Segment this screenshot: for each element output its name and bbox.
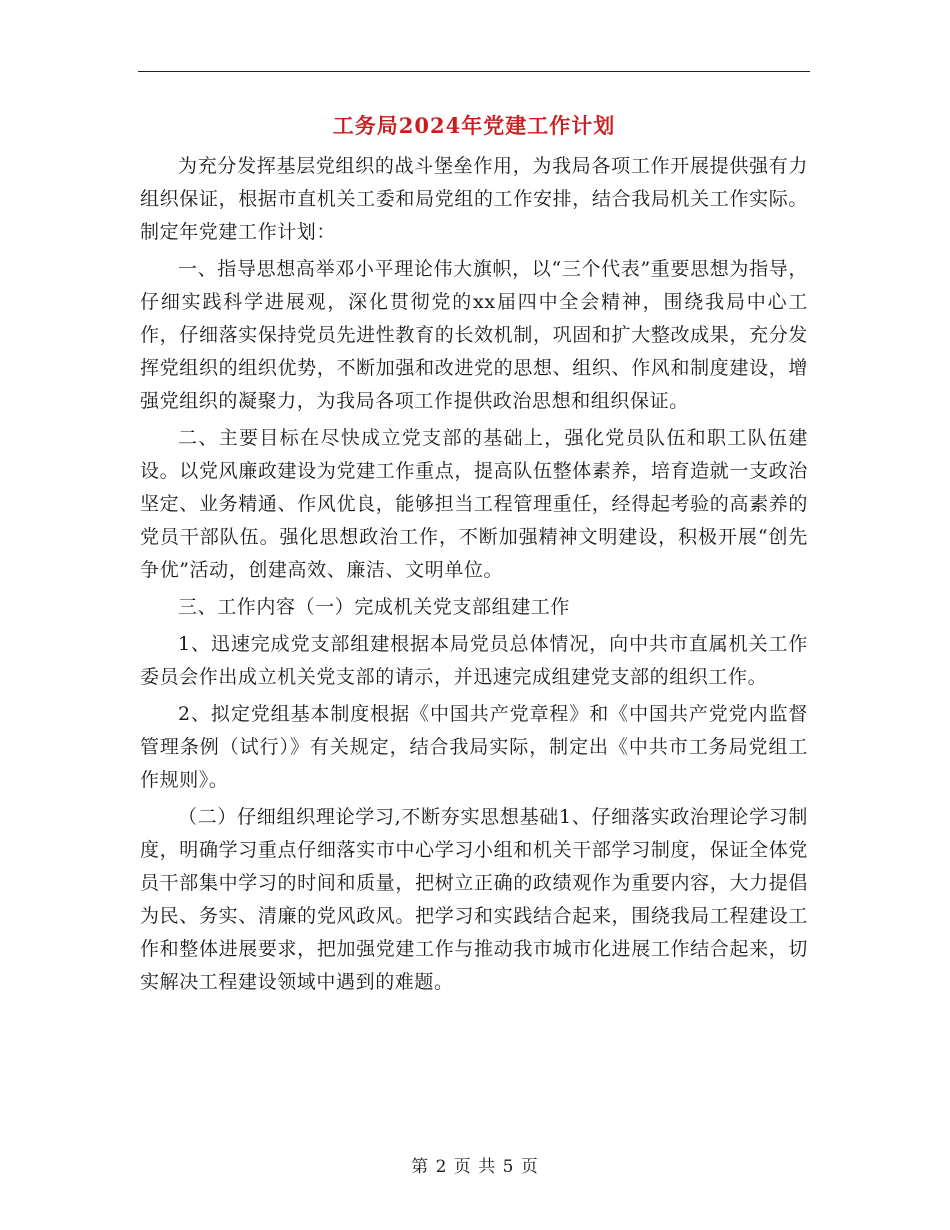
paragraph-intro: 为充分发挥基层党组织的战斗堡垒作用，为我局各项工作开展提供强有力组织保证，根据市直机关工委和局党组的工作安排，结合我局机关工作实际。制定年党建工作计划： (140, 155, 808, 243)
paragraph-main-goals: 二、主要目标在尽快成立党支部的基础上，强化党员队伍和职工队伍建设。以党风廉政建设为党建工作重点，提高队伍整体素养，培育造就一支政治坚定、业务精通、作风优良，能够担当工程管理重任，经得起考验的高素养的党员干部队伍。强化思想政治工作，不断加强精神文明建设，积极开展“创先争优”活动，创建高效、廉洁、文明单位。 (140, 427, 808, 581)
paragraph-guiding-ideology: 一、指导思想高举邓小平理论伟大旗帜，以“三个代表”重要思想为指导，仔细实践科学进展观，深化贯彻党的xx届四中全会精神，围绕我局中心工作，仔细落实保持党员先进性教育的长效机制，巩固和扩大整改成果，充分发挥党组织的组织优势，不断加强和改进党的思想、组织、作风和制度建设，增强党组织的凝聚力，为我局各项工作提供政治思想和组织保证。 (140, 258, 808, 412)
paragraph-item-2: 2、拟定党组基本制度根据《中国共产党章程》和《中国共产党党内监督管理条例（试行）》有关规定，结合我局实际，制定出《中共市工务局党组工作规则》。 (140, 703, 808, 791)
document-title: 工务局2024年党建工作计划 (332, 113, 616, 138)
paragraph-item-1: 1、迅速完成党支部组建根据本局党员总体情况，向中共市直属机关工作委员会作出成立机关党支部的请示，并迅速完成组建党支部的组织工作。 (140, 633, 808, 688)
document-body (140, 150, 808, 1003)
paragraph-theory-study: （二）仔细组织理论学习,不断夯实思想基础1、仔细落实政治理论学习制度，明确学习重点仔细落实市中心学习小组和机关干部学习制度，保证全体党员干部集中学习的时间和质量，把树立正确的政绩观作为重要内容，大力提倡为民、务实、清廉的党风政风。把学习和实践结合起来，围绕我局工程建设工作和整体进展要求，把加强党建工作与推动我市城市化进展工作结合起来，切实解决工程建设领域中遇到的难题。 (140, 806, 808, 993)
paragraph-work-content-heading: 三、工作内容（一）完成机关党支部组建工作 (178, 596, 571, 618)
header-rule (138, 71, 810, 72)
page-number-footer: 第 2 页 共 5 页 (411, 1157, 539, 1177)
